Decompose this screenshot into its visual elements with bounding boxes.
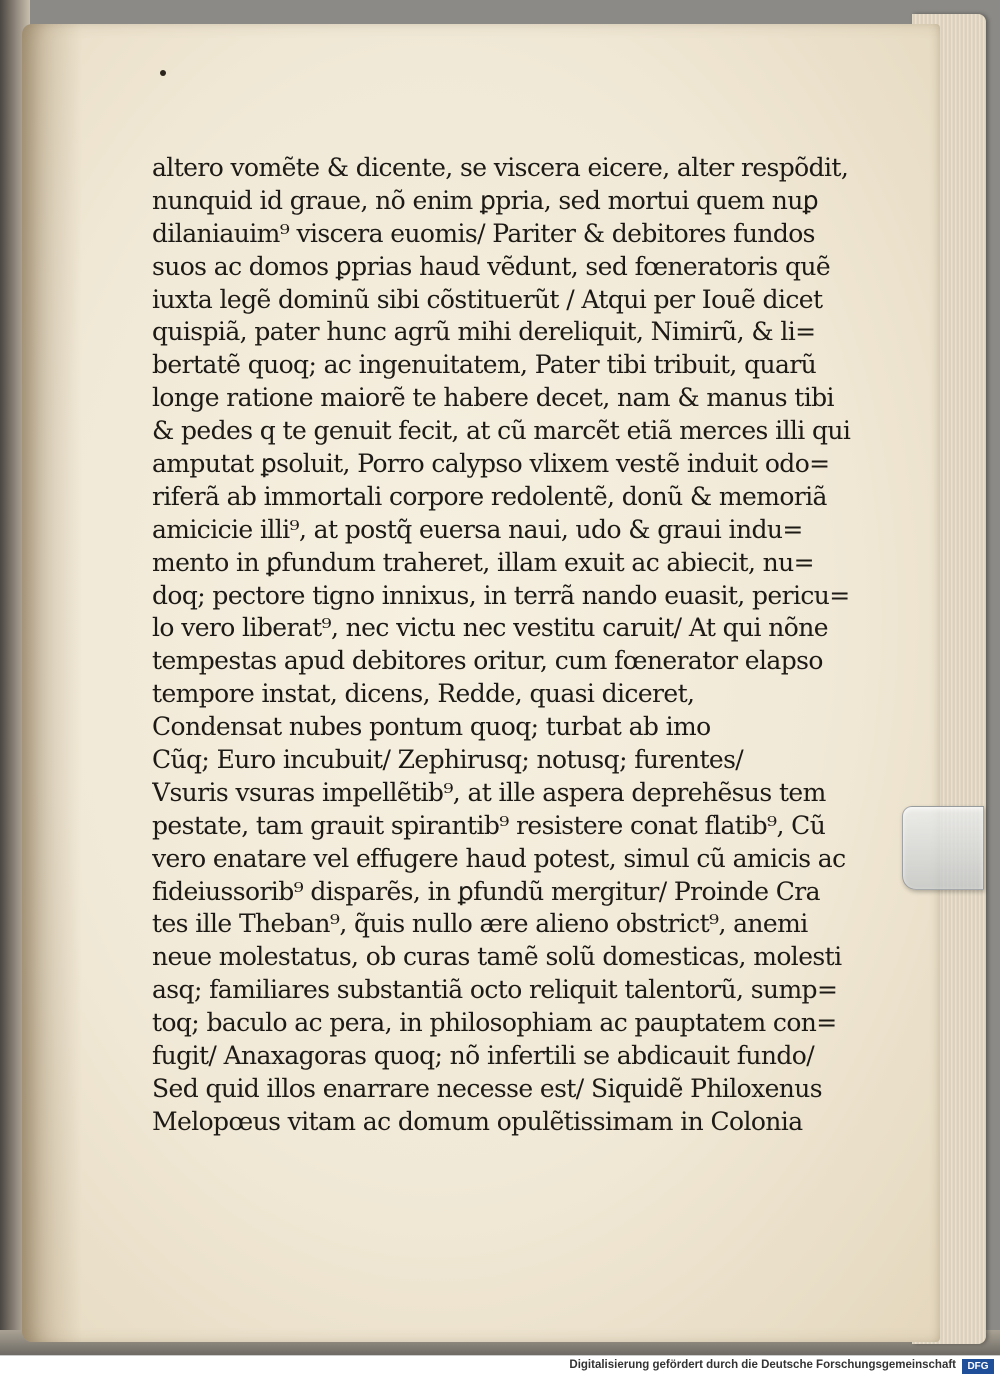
page-text	[152, 152, 867, 1139]
text-line: tes ille Theban⁹, q̃uis nullo ære alieno obstrict⁹, anemi	[152, 909, 808, 939]
text-line: quispiã, pater hunc agrũ mihi dereliquit, Nimirũ, & li=	[152, 317, 816, 347]
funding-credit: Digitalisierung gefördert durch die Deutsche Forschungsgemeinschaft	[569, 1359, 956, 1371]
text-line: amputat ꝑsoluit, Porro calypso vlixem vestẽ induit odo=	[152, 449, 830, 479]
dfg-logo: DFG	[962, 1359, 994, 1374]
text-line: altero vomẽte & dicente, se viscera eicere, alter respõdit,	[152, 153, 849, 182]
text-line: tempore instat, dicens, Redde, quasi diceret,	[152, 679, 695, 709]
text-line: dilaniauim⁹ viscera euomis/ Pariter & debitores fundos	[152, 218, 815, 248]
text-line: Melopœus vitam ac domum opulẽtissimam in Colonia	[152, 1106, 803, 1136]
text-line: amicicie illi⁹, at postq̃ euersa naui, udo & graui indu=	[152, 514, 803, 544]
text-line: Cũq; Euro incubuit/ Zephirusq; notusq; furentes/	[152, 745, 744, 775]
text-line: longe ratione maiorẽ te habere decet, nam & manus tibi	[152, 383, 834, 413]
text-line: neue molestatus, ob curas tamẽ solũ domesticas, molesti	[152, 942, 842, 972]
text-line: tempestas apud debitores oritur, cum fœnerator elapso	[152, 646, 823, 676]
text-line: Sed quid illos enarrare necesse est/ Siquidẽ Philoxenus	[152, 1073, 823, 1103]
ink-dot	[160, 70, 166, 76]
text-line: lo vero liberat⁹, nec victu nec vestitu caruit/ At qui nõne	[152, 613, 828, 643]
text-line: pestate, tam grauit spirantib⁹ resistere conat flatib⁹, Cũ	[152, 810, 826, 840]
text-line: fugit/ Anaxagoras quoq; nõ infertili se abdicauit fundo/	[152, 1041, 815, 1071]
text-line: bertatẽ quoq; ac ingenuitatem, Pater tibi tribuit, quarũ	[152, 350, 817, 380]
text-line: & pedes q te genuit fecit, at cũ marcẽt etiã merces illi qui	[152, 416, 851, 446]
text-line: riferã ab immortali corpore redolentẽ, donũ & memoriã	[152, 481, 827, 511]
text-line: mento in ꝑfundum traheret, illam exuit ac abiecit, nu=	[152, 547, 815, 577]
text-line: Condensat nubes pontum quoq; turbat ab imo	[152, 712, 711, 742]
text-line: vero enatare vel effugere haud potest, simul cũ amicis ac	[152, 843, 846, 873]
book-clip	[902, 806, 984, 890]
text-line: Vsuris vsuras impellẽtib⁹, at ille aspera deprehẽsus tem	[152, 777, 826, 807]
text-line: doq; pectore tigno innixus, in terrã nando euasit, pericu=	[152, 580, 850, 610]
text-line: fideiussorib⁹ disparẽs, in ꝑfundũ mergitur/ Proinde Cra	[152, 876, 820, 906]
text-line: nunquid id graue, nõ enim ꝑpria, sed mortui quem nuꝑ	[152, 185, 819, 215]
text-line: suos ac domos ꝑprias haud vẽdunt, sed fœneratoris quẽ	[152, 251, 831, 281]
text-line: iuxta legẽ dominũ sibi cõstituerũt / Atqui per Iouẽ dicet	[152, 284, 823, 314]
footer-bar	[0, 1355, 1000, 1378]
text-line: asq; familiares substantiã octo reliquit talentorũ, sump=	[152, 975, 838, 1005]
gutter-shadow	[22, 24, 82, 1342]
text-line: toq; baculo ac pera, in philosophiam ac pauptatem con=	[152, 1008, 837, 1038]
